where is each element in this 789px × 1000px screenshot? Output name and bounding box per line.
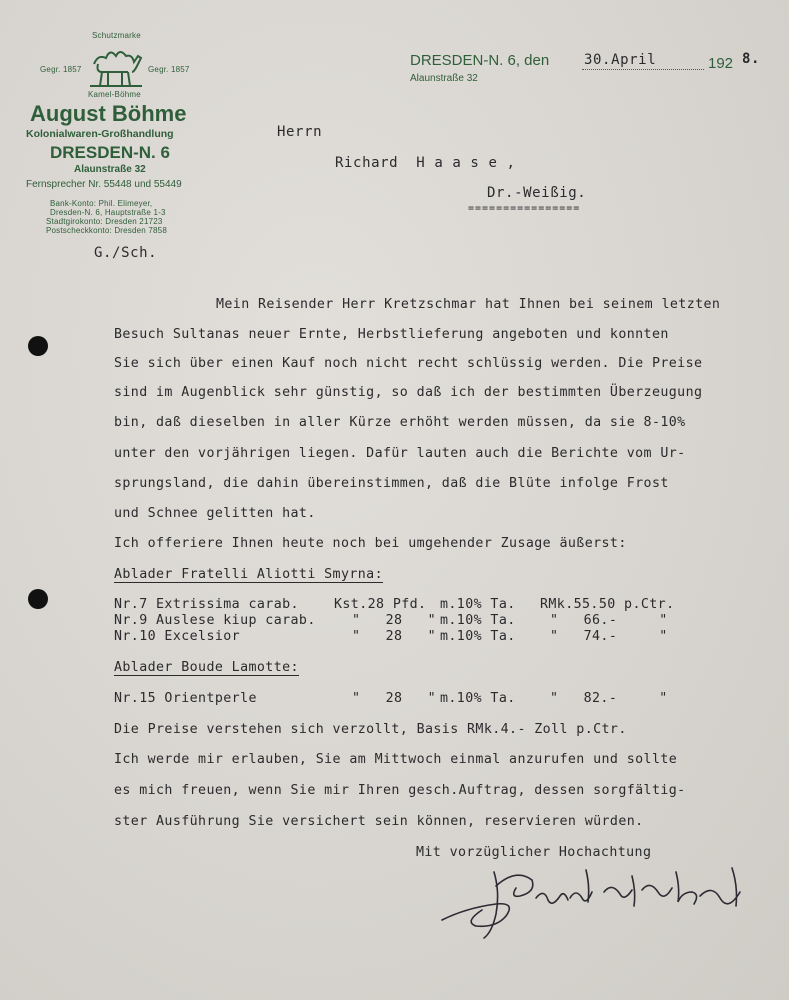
section-1-heading: Ablader Fratelli Aliotti Smyrna: bbox=[114, 567, 383, 582]
handwritten-signature bbox=[436, 862, 746, 942]
section-2-heading: Ablader Boude Lamotte: bbox=[114, 660, 299, 675]
row-price: " 74.- " bbox=[550, 629, 668, 644]
row-item: Nr.9 Auslese kiup carab. bbox=[114, 613, 316, 628]
closing-line: Die Preise verstehen sich verzollt, Basis RMk.4.- Zoll p.Ctr. bbox=[114, 722, 627, 737]
body-line: Sie sich über einen Kauf noch nicht recht schlüssig werden. Die Preise bbox=[114, 356, 703, 371]
row-pack: " 28 " bbox=[352, 629, 437, 644]
offer-line: Ich offeriere Ihnen heute noch bei umgehender Zusage äußerst: bbox=[114, 536, 627, 551]
bank-line-2: Dresden-N. 6, Hauptstraße 1-3 bbox=[50, 208, 166, 217]
trademark-label: Schutzmarke bbox=[92, 31, 141, 40]
complimentary-close: Mit vorzüglicher Hochachtung bbox=[416, 845, 652, 860]
dateline-year-digit: 8. bbox=[742, 51, 761, 67]
letterhead-street: Alaunstraße 32 bbox=[74, 164, 146, 175]
row-price: " 66.- " bbox=[550, 613, 668, 628]
body-line: unter den vorjährigen liegen. Dafür lauten auch die Berichte vom Ur- bbox=[114, 446, 686, 461]
bank-line-1: Bank-Konto: Phil. Elimeyer, bbox=[50, 199, 153, 208]
letterhead-city: DRESDEN-N. 6 bbox=[50, 143, 170, 162]
body-line: bin, daß dieselben in aller Kürze erhöht werden müssen, da sie 8-10% bbox=[114, 415, 686, 430]
row-terms: m.10% Ta. bbox=[440, 629, 516, 644]
dateline-year-prefix: 192 bbox=[708, 55, 734, 72]
recipient-place: Dr.-Weißig. bbox=[487, 185, 587, 201]
bank-line-3: Stadtgirokonto: Dresden 21723 bbox=[46, 217, 163, 226]
logo-caption: Kamel-Böhme bbox=[88, 90, 141, 99]
row-price: " 82.- " bbox=[550, 691, 668, 706]
dateline-date: 30.April bbox=[584, 52, 657, 68]
founded-right: Gegr. 1857 bbox=[148, 65, 190, 74]
reference-initials: G./Sch. bbox=[94, 245, 158, 261]
recipient-underline: ================ bbox=[468, 203, 581, 214]
company-name: August Böhme bbox=[30, 101, 187, 126]
recipient-salutation: Herrn bbox=[277, 124, 323, 140]
closing-line: Ich werde mir erlauben, Sie am Mittwoch einmal anzurufen und sollte bbox=[114, 752, 678, 767]
body-line: sind im Augenblick sehr günstig, so daß ich der bestimmten Überzeugung bbox=[114, 385, 703, 400]
founded-left: Gegr. 1857 bbox=[40, 65, 82, 74]
closing-line: es mich freuen, wenn Sie mir Ihren gesch.Auftrag, dessen sorgfältig- bbox=[114, 783, 686, 798]
row-price: RMk.55.50 p.Ctr. bbox=[540, 597, 675, 612]
row-terms: m.10% Ta. bbox=[440, 691, 516, 706]
dateline-date-rule bbox=[582, 69, 704, 70]
body-line: und Schnee gelitten hat. bbox=[114, 506, 316, 521]
row-item: Nr.7 Extrissima carab. bbox=[114, 597, 299, 612]
bank-line-4: Postscheckkonto: Dresden 7858 bbox=[46, 226, 167, 235]
dateline-street: Alaunstraße 32 bbox=[410, 73, 478, 84]
dateline-place: DRESDEN-N. 6, den bbox=[410, 52, 550, 69]
punch-hole-bottom bbox=[28, 589, 48, 609]
camel-logo-icon bbox=[88, 42, 144, 90]
row-item: Nr.15 Orientperle bbox=[114, 691, 257, 706]
recipient-name: Richard H a a s e , bbox=[335, 155, 516, 171]
row-pack: " 28 " bbox=[352, 691, 437, 706]
business-type: Kolonialwaren-Großhandlung bbox=[26, 128, 174, 140]
row-pack: " 28 " bbox=[352, 613, 437, 628]
body-line: Besuch Sultanas neuer Ernte, Herbstlieferung angeboten und konnten bbox=[114, 327, 669, 342]
punch-hole-top bbox=[28, 336, 48, 356]
row-pack: Kst.28 Pfd. bbox=[334, 597, 427, 612]
body-line: sprungsland, die dahin übereinstimmen, daß die Blüte infolge Frost bbox=[114, 476, 669, 491]
closing-line: ster Ausführung Sie versichert sein können, reservieren würden. bbox=[114, 814, 644, 829]
row-item: Nr.10 Excelsior bbox=[114, 629, 241, 644]
letterhead-phone: Fernsprecher Nr. 55448 und 55449 bbox=[26, 179, 182, 190]
body-line: Mein Reisender Herr Kretzschmar hat Ihnen bei seinem letzten bbox=[216, 297, 721, 312]
row-terms: m.10% Ta. bbox=[440, 597, 516, 612]
row-terms: m.10% Ta. bbox=[440, 613, 516, 628]
